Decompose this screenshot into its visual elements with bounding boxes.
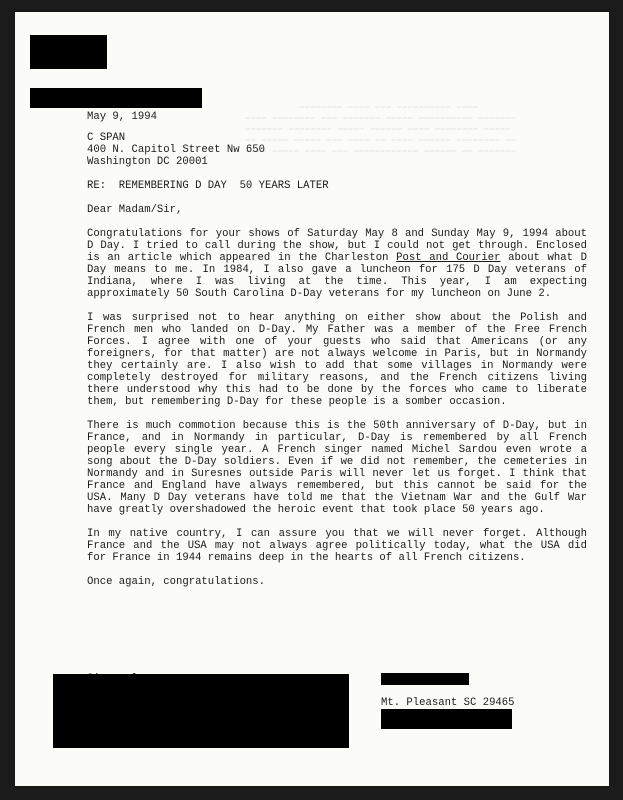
subject-line: RE: REMEMBERING D DAY 50 YEARS LATER [87, 180, 329, 192]
recipient-name: C SPAN [87, 132, 126, 144]
paragraph-commotion: There is much commotion because this is the 50th anniversary of D-Day, but in France, and in Normandy in particular, D-Day is remembered by all French people every single year. A French singer named Michel Sardou even wrote a song about the D-Day soldiers. Even if we did not remember, the cemeteries in Normandy and in Suresnes outside Paris will never let us forget. I think that France and England have always remembered, but this cannot be said for the USA. Many D Day veterans have told me that the Vietnam War and the Gulf War have greatly overshadowed the heroic event that took place 50 years ago. [87, 420, 587, 516]
recipient-street: 400 N. Capitol Street Nw 650 [87, 144, 266, 156]
letter-date: May 9, 1994 [87, 111, 157, 123]
redacted-letterhead-top [30, 35, 107, 69]
redacted-letterhead-bottom [30, 88, 202, 108]
paragraph-native-country: In my native country, I can assure you that we will never forget. Although France and the USA may not always agree politically today, what the USA did for France in 1944 remains deep in the hearts of all French citizens. [87, 528, 587, 564]
letter-body [87, 111, 587, 588]
recipient-city: Washington DC 20001 [87, 156, 208, 168]
sender-city: Mt. Pleasant SC 29465 [381, 697, 515, 709]
paragraph-once-again: Once again, congratulations. [87, 576, 266, 588]
letter-page [15, 12, 609, 786]
p1-end: about what D Day means to me. In 1984, I also gave a luncheon for 175 D Day veterans of Indiana, where I was living at the time. This year, I am expecting approximately 50 South Carolina D-Day veterans for my luncheon on June 2. [87, 252, 587, 300]
newspaper-name: Post and Courier [396, 252, 501, 264]
redacted-sender-phone [381, 709, 512, 729]
paragraph-congratulations [87, 228, 587, 300]
paragraph-surprise: I was surprised not to hear anything on either show about the Polish and French men who landed on D-Day. My Father was a member of the Free French Forces. I agree with one of your guests who said that Americans (or any foreigners, for that matter) are not always welcome in Paris, but in Normandy they certainly are. I also wish to add that some villages in Normandy were completely destroyed for military reasons, and the French citizens living there understood why this had to be done by the forces who came to liberate them, but remembering D-Day for these people is a somber occasion. [87, 312, 587, 408]
show-through-text: ~~~~ ~~~~~ ~~~~ ~~~ ~~~~~~~~~~~~ ~~~~~~ ~~ ~~~~~~~ ~~ ~~~~~ ~~~~~ ~~~ ~~~~ ~~ ~~~~ ~~~~~~ ~~~~~~~~ ~~ ~~~~~~~ ~~~~~~~~ ~~~~~ ~~~~~~ ~~~~ ~~~~~~~~ ~~~~~ ~~~~ ~~~~~~~~ ~~~ ~~~~~~~ ~~~~~ ~~~~~~~~~~ ~~~~~~~ ~~~~~~~~ ~~~~ ~~~ ~~~~~~~~~~ ~~~~ [245, 101, 516, 155]
salutation: Dear Madam/Sir, [87, 204, 183, 216]
p1-start: Congratulations for your shows of Saturday May 8 and Sunday May 9, 1994 about D Day. I tried to call during the show, but I could not get through. Enclosed is an article which appeared in the Charleston [87, 228, 587, 264]
redacted-sender-name [381, 673, 469, 685]
redacted-signature [53, 674, 349, 748]
